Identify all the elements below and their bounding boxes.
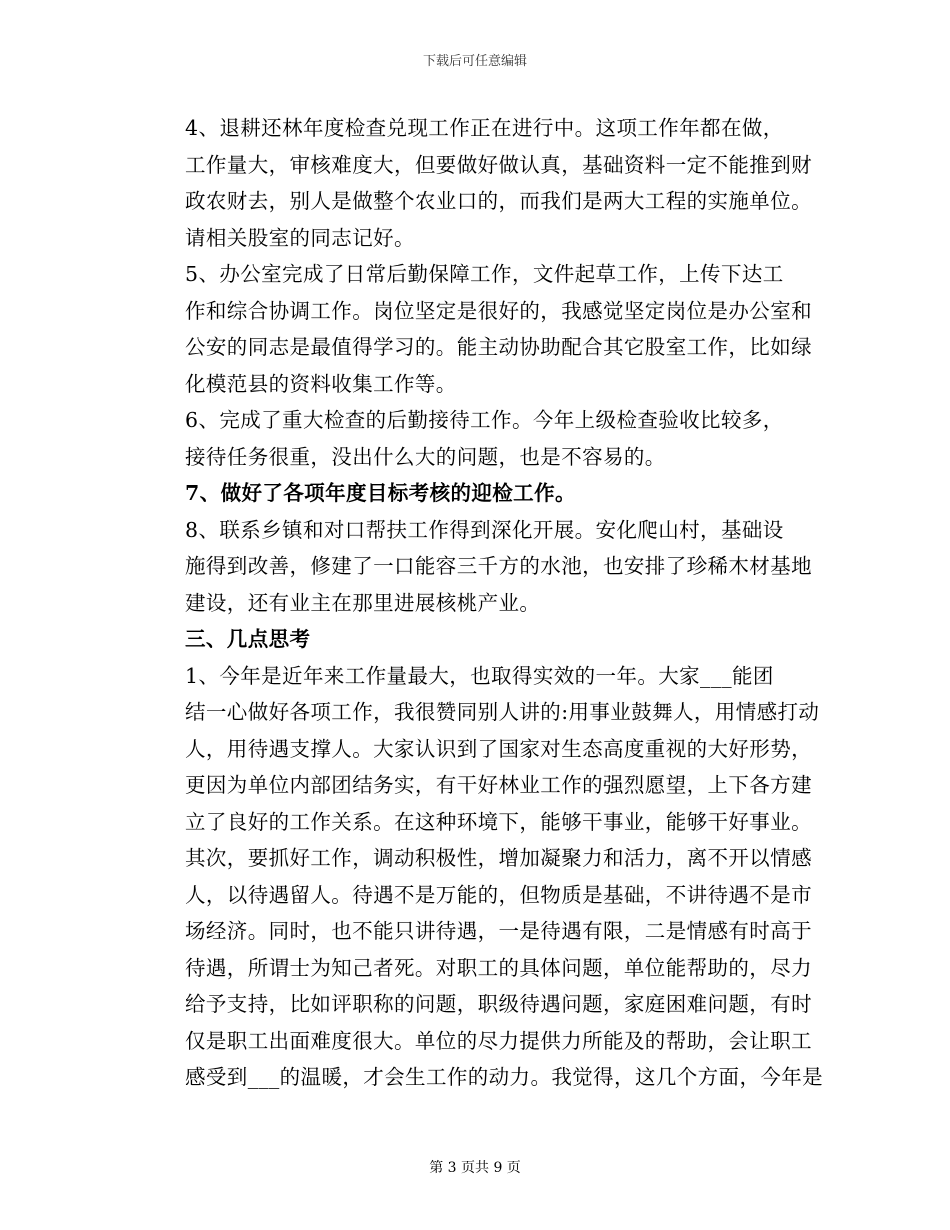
text-line: 请相关股室的同志记好。 [185, 225, 415, 250]
text-line: 给予支持，比如评职称的问题，职级待遇问题，家庭困难问题，有时 [185, 992, 812, 1016]
text-line: 三、几点思考 [185, 627, 311, 651]
text-line: 1、今年是近年来工作量最大，也取得实效的一年。大家___能团 [185, 663, 774, 688]
text-line: 待遇，所谓士为知己者死。对职工的具体问题，单位能帮助的，尽力 [185, 955, 812, 980]
text-line: 其次，要抓好工作，调动积极性，增加凝聚力和活力，离不开以情感 [185, 846, 812, 870]
paragraph-thought-1 [144, 658, 824, 1096]
text-line: 公安的同志是最值得学习的。能主动协助配合其它股室工作，比如绿 [185, 335, 812, 359]
section-heading-3 [144, 621, 806, 658]
paragraph-item-6 [144, 402, 806, 475]
text-line: 立了良好的工作关系。在这种环境下，能够干事业，能够干好事业。 [185, 809, 812, 834]
text-line: 4、退耕还林年度检查兑现工作正在进行中。这项工作年都在做， [185, 116, 784, 140]
paragraph-item-7-heading [144, 475, 806, 512]
text-line: 作和综合协调工作。岗位坚定是很好的，我感觉坚定岗位是办公室和 [185, 298, 812, 323]
text-line: 5、办公室完成了日常后勤保障工作，文件起草工作，上传下达工 [185, 262, 784, 286]
text-line: 场经济。同时，也不能只讲待遇，一是待遇有限，二是情感有时高于 [185, 919, 812, 943]
text-line: 工作量大，审核难度大，但要做好做认真，基础资料一定不能推到财 [185, 152, 812, 177]
text-line: 仅是职工出面难度很大。单位的尽力提供力所能及的帮助，会让职工 [185, 1028, 812, 1053]
text-line: 人，以待遇留人。待遇不是万能的，但物质是基础，不讲待遇不是市 [185, 882, 812, 907]
text-line: 感受到___的温暖，才会生工作的动力。我觉得，这几个方面，今年是 [185, 1065, 824, 1089]
text-line: 8、联系乡镇和对口帮扶工作得到深化开展。安化爬山村，基础设 [185, 517, 784, 542]
text-line: 化模范县的资料收集工作等。 [185, 371, 457, 396]
text-line: 结一心做好各项工作，我很赞同别人讲的:用事业鼓舞人，用情感打动 [185, 700, 820, 724]
text-line: 7、做好了各项年度目标考核的迎检工作。 [185, 481, 576, 505]
text-line: 更因为单位内部团结务实，有干好林业工作的强烈愿望，上下各方建 [185, 773, 812, 797]
paragraph-item-8 [144, 512, 812, 622]
document-body [144, 110, 824, 1096]
paragraph-item-4 [144, 110, 812, 256]
page-number: 第 3 页共 9 页 [429, 1160, 521, 1176]
text-line: 人，用待遇支撑人。大家认识到了国家对生态高度重视的大好形势， [185, 736, 812, 761]
text-line: 接待任务很重，没出什么大的问题，也是不容易的。 [185, 444, 666, 469]
page-header: 下载后可任意编辑 [422, 54, 527, 69]
text-line: 6、完成了重大检查的后勤接待工作。今年上级检查验收比较多， [185, 408, 784, 432]
text-line: 政农财去，别人是做整个农业口的，而我们是两大工程的实施单位。 [185, 189, 812, 213]
text-line: 建设，还有业主在那里进展核桃产业。 [185, 590, 541, 615]
text-line: 施得到改善，修建了一口能容三千方的水池，也安排了珍稀木材基地 [185, 554, 812, 578]
paragraph-item-5 [144, 256, 812, 402]
